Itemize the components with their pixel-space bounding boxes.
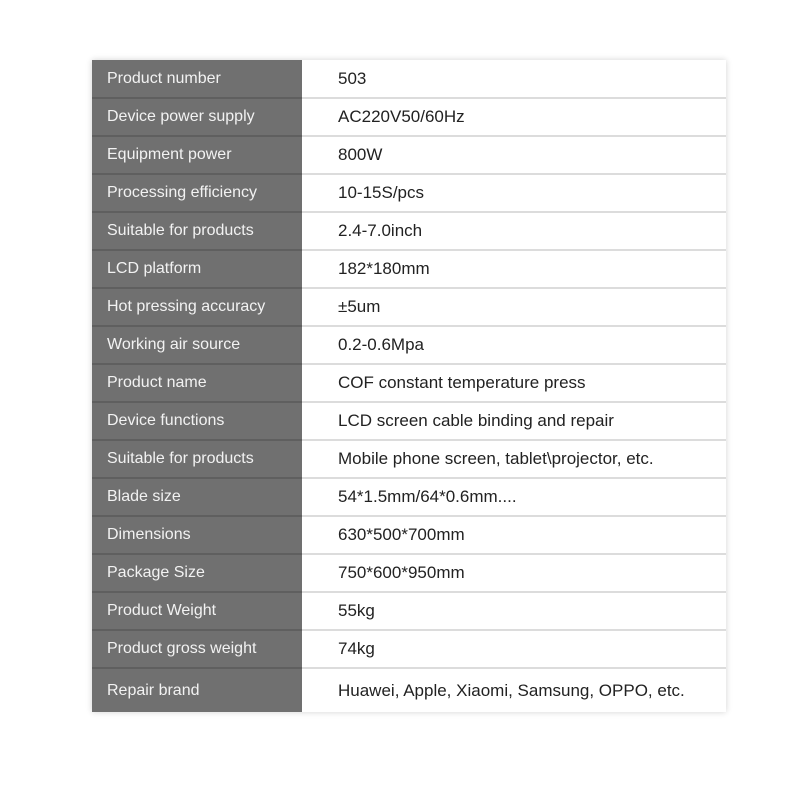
spec-value: 750*600*950mm [302,554,726,592]
table-row [92,174,726,212]
spec-label: Package Size [92,554,302,592]
spec-value: 800W [302,136,726,174]
spec-value: 503 [302,60,726,98]
spec-table [92,60,726,712]
spec-value: 182*180mm [302,250,726,288]
table-row [92,554,726,592]
spec-value: 630*500*700mm [302,516,726,554]
table-row [92,402,726,440]
spec-label: Hot pressing accuracy [92,288,302,326]
table-row [92,212,726,250]
table-row [92,364,726,402]
table-row [92,288,726,326]
spec-label: Suitable for products [92,440,302,478]
spec-label: Product Weight [92,592,302,630]
spec-label: Product gross weight [92,630,302,668]
spec-value: Huawei, Apple, Xiaomi, Samsung, OPPO, etc. [302,668,726,712]
spec-label: Device functions [92,402,302,440]
spec-label: Device power supply [92,98,302,136]
spec-value: 10-15S/pcs [302,174,726,212]
table-row [92,668,726,712]
table-row [92,250,726,288]
table-row [92,630,726,668]
spec-value: AC220V50/60Hz [302,98,726,136]
table-row [92,98,726,136]
spec-value: Mobile phone screen, tablet\projector, etc. [302,440,726,478]
spec-label: Processing efficiency [92,174,302,212]
spec-value: 0.2-0.6Mpa [302,326,726,364]
spec-label: Product number [92,60,302,98]
table-row [92,136,726,174]
spec-label: Suitable for products [92,212,302,250]
spec-label: LCD platform [92,250,302,288]
spec-value: 54*1.5mm/64*0.6mm.... [302,478,726,516]
spec-value: 55kg [302,592,726,630]
table-row [92,592,726,630]
table-row [92,478,726,516]
spec-label: Equipment power [92,136,302,174]
spec-label: Blade size [92,478,302,516]
spec-value: COF constant temperature press [302,364,726,402]
spec-value: LCD screen cable binding and repair [302,402,726,440]
table-row [92,60,726,98]
spec-value: 74kg [302,630,726,668]
spec-label: Product name [92,364,302,402]
spec-value: 2.4-7.0inch [302,212,726,250]
spec-label: Dimensions [92,516,302,554]
spec-label: Repair brand [92,668,302,712]
table-row [92,440,726,478]
spec-label: Working air source [92,326,302,364]
spec-value: ±5um [302,288,726,326]
table-row [92,326,726,364]
table-row [92,516,726,554]
